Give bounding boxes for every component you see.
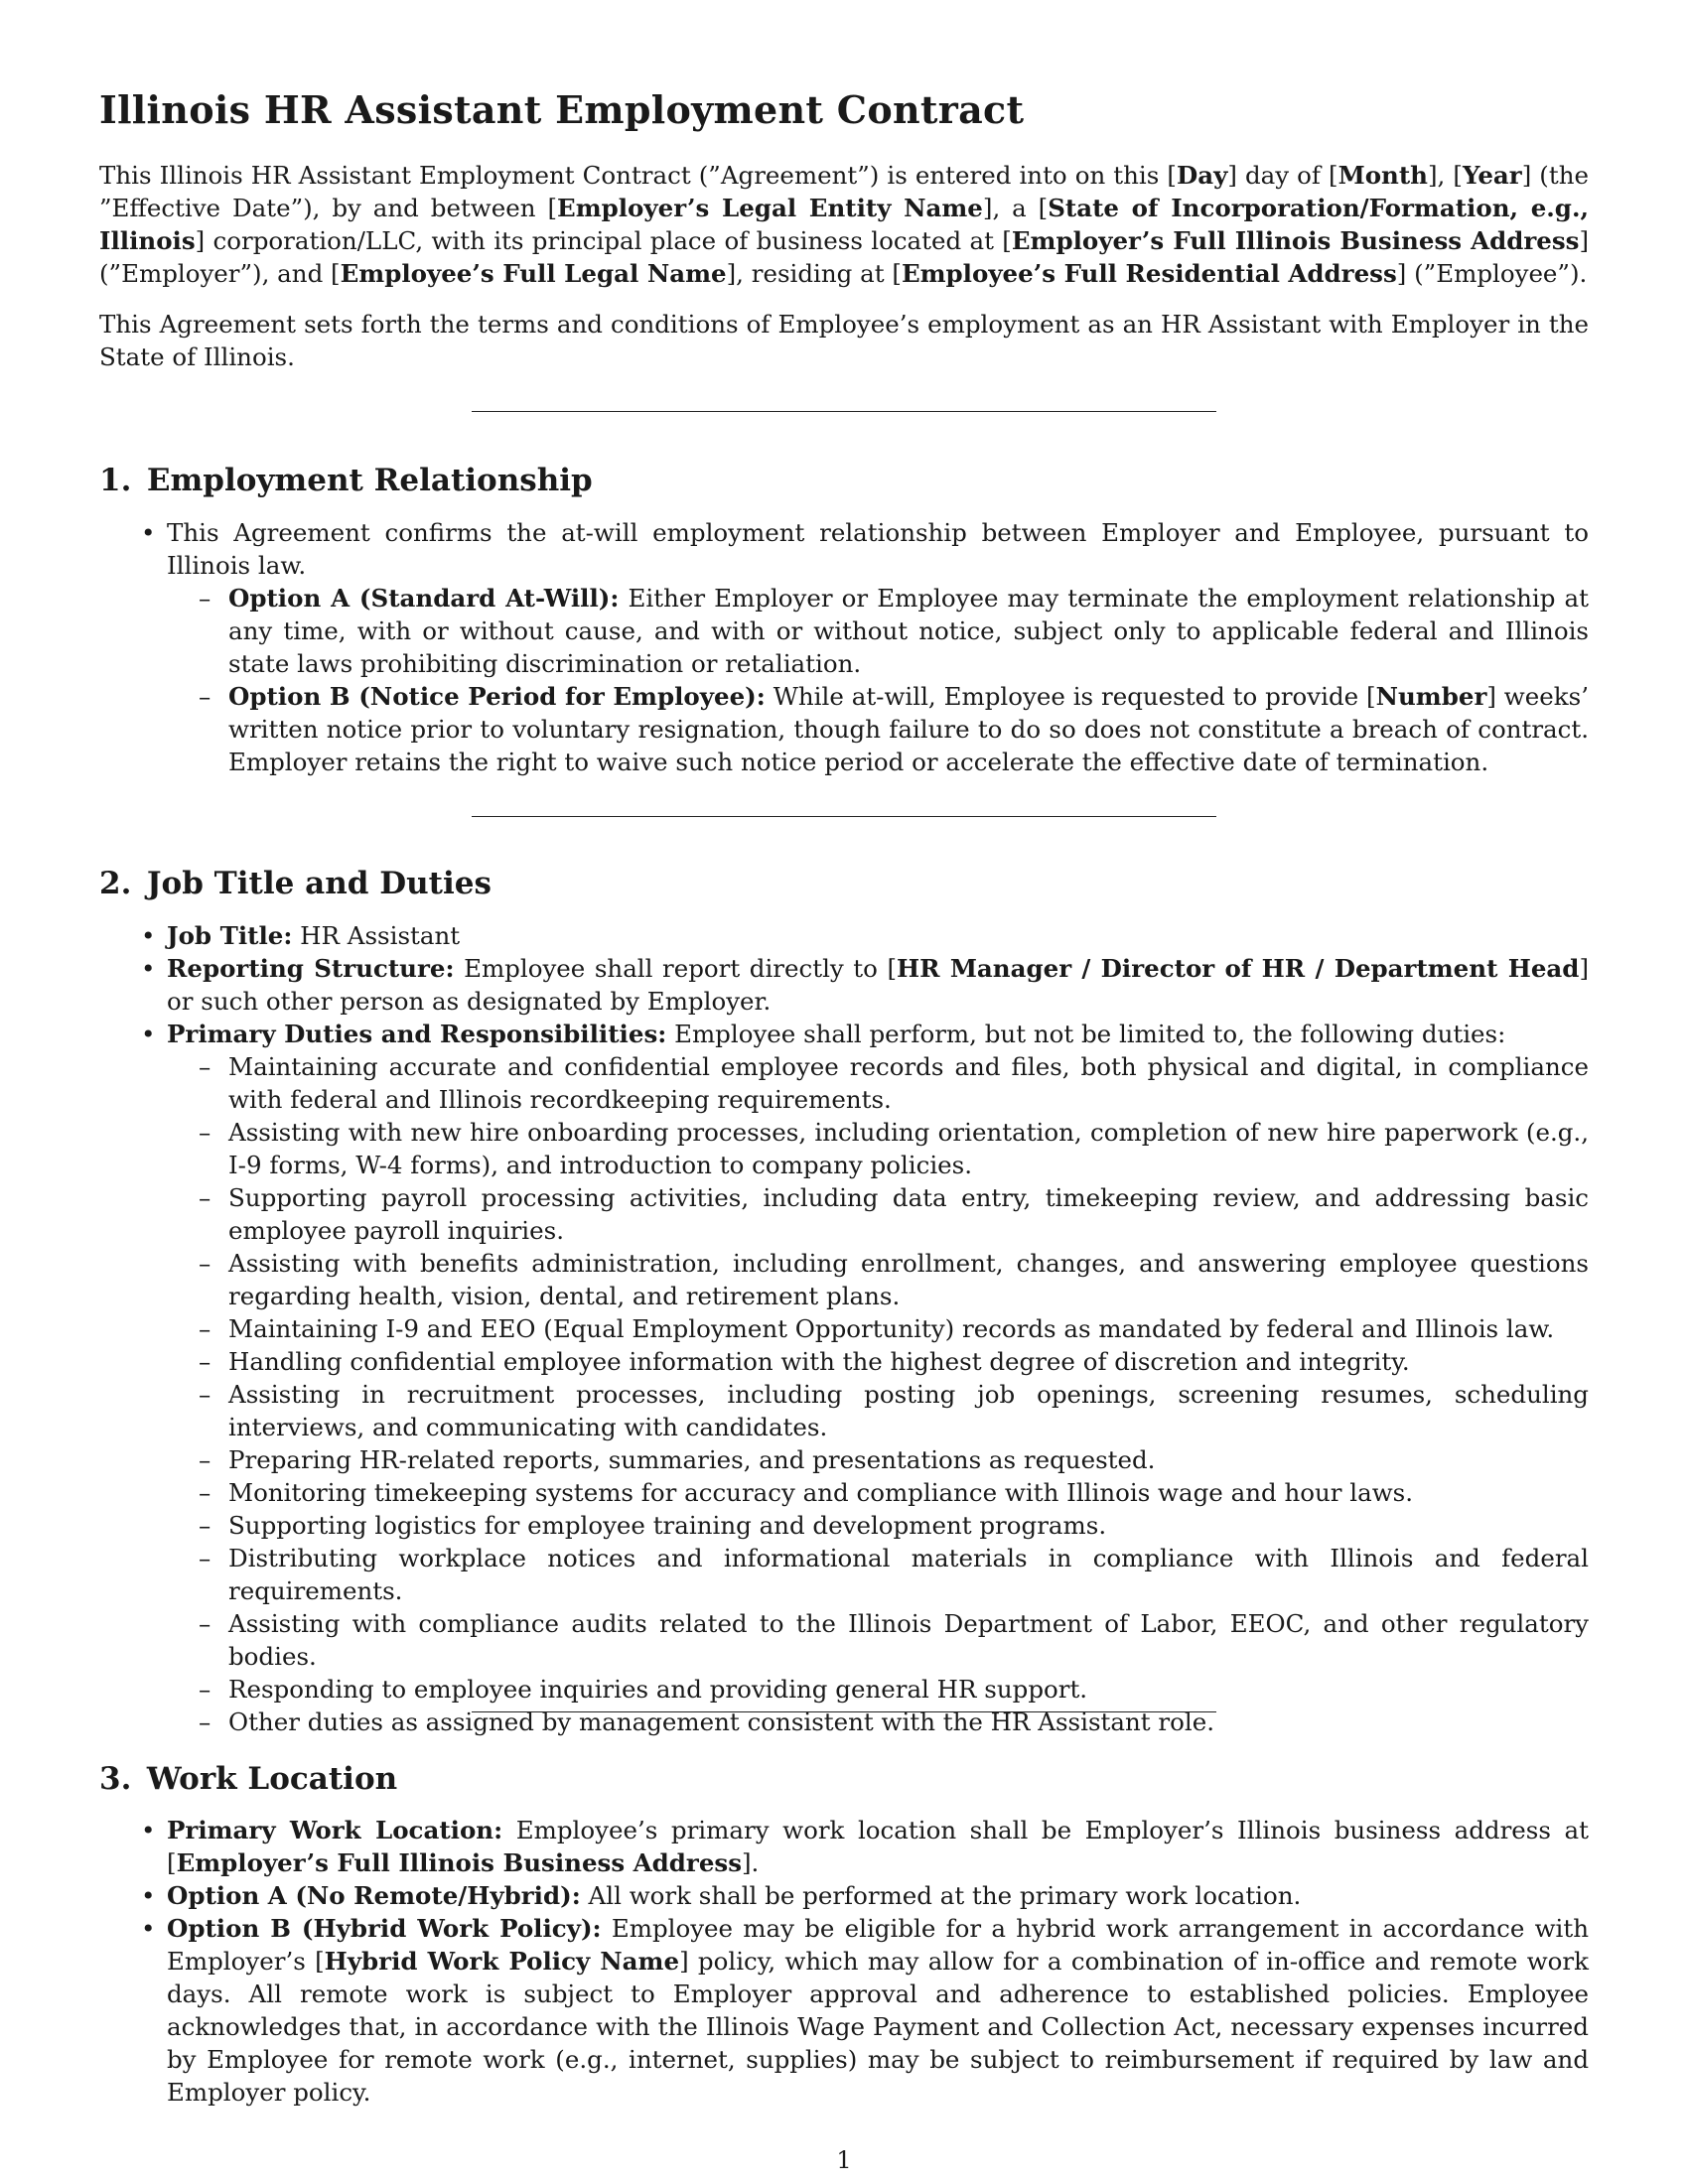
- list-item: • Reporting Structure: Employee shall report directly to [HR Manager / Director of HR / Department Head] or such other person as designated by Employer.: [167, 952, 1589, 1018]
- section-heading-job-title-and-duties: 2. Job Title and Duties: [99, 866, 492, 901]
- duty-item: – Maintaining accurate and confidential employee records and files, both physical and digital, in compliance with federal and Illinois recordkeeping requirements.: [228, 1050, 1589, 1116]
- duty-item: – Responding to employee inquiries and providing general HR support.: [228, 1673, 1589, 1706]
- list-item: • Option A (No Remote/Hybrid): All work shall be performed at the primary work location.: [167, 1879, 1589, 1912]
- list-item: • Option B (Hybrid Work Policy): Employee may be eligible for a hybrid work arrangement in accordance with Employer’s [Hybrid Work Policy Name] policy, which may allow for a combination of in-office and remote work days. All remote work is subject to Employer approval and adherence to established policies. Employee acknowledges that, in accordance with the Illinois Wage Payment and Collection Act, necessary expenses incurred by Employee for remote work (e.g., internet, supplies) may be subject to reimbursement if required by law and Employer policy.: [167, 1912, 1589, 2109]
- list-item: • Primary Duties and Responsibilities: Employee shall perform, but not be limited to, the following duties: – Maintaining accurate and confidential employee records and files, both physical and digital, in compliance with federal and Illinois recordkeeping requirements. – Assisting with new hire onboarding processes, including orientation, completion of new hire paperwork (e.g., I-9 forms, W-4 forms), and introduction to company policies. – Supporting payroll processing activities, including data entry, timekeeping review, and addressing basic employee payroll inquiries. – Assisting with benefits administration, including enrollment, changes, and answering employee questions regarding health, vision, dental, and retirement plans. – Maintaining I-9 and EEO (Equal Employment Opportunity) records as mandated by federal and Illinois law. – Handling confidential employee information with the highest degree of discretion and integrity. – Assisting in recruitment processes, including posting job openings, screening resumes, scheduling interviews, and communicating with candidates. – Preparing HR-related reports, summaries, and presentations as requested. – Monitoring timekeeping systems for accuracy and compliance with Illinois wage and hour laws. – Supporting logistics for employee training and development programs. – Distributing workplace notices and informational materials in compliance with Illinois and federal requirements. – Assisting with compliance audits related to the Illinois Department of Labor, EEOC, and other regulatory bodies. – Responding to employee inquiries and providing general HR support. – Other duties as assigned by management consistent with the HR Assistant role.: [167, 1018, 1589, 1738]
- duty-item: – Other duties as assigned by management consistent with the HR Assistant role.: [228, 1706, 1589, 1738]
- list-item: • Job Title: HR Assistant: [167, 919, 1589, 952]
- duty-item: – Preparing HR-related reports, summaries, and presentations as requested.: [228, 1443, 1589, 1476]
- intro-paragraph-1: This Illinois HR Assistant Employment Contract (”Agreement”) is entered into on this [Day] day of [Month], [Year] (the ”Effective Date”), by and between [Employer’s Legal Entity Name], a [State of Incorporation/Formation, e.g., Illinois] corporation/LLC, with its principal place of business located at [Employer’s Full Illinois Business Address] (”Employer”), and [Employee’s Full Legal Name], residing at [Employee’s Full Residential Address] (”Employee”).: [99, 161, 1590, 288]
- section-job-title-and-duties: [99, 919, 1589, 1738]
- duty-item: – Monitoring timekeeping systems for accuracy and compliance with Illinois wage and hour laws.: [228, 1476, 1589, 1509]
- list-item: – Option B (Notice Period for Employee): While at-will, Employee is requested to provide [Number] weeks’ written notice prior to voluntary resignation, though failure to do so does not constitute a breach of contract. Employer retains the right to waive such notice period or accelerate the effective date of termination.: [228, 680, 1589, 778]
- list-item: • This Agreement confirms the at-will employment relationship between Employer and Employee, pursuant to Illinois law. – Option A (Standard At-Will): Either Employer or Employee may terminate the employment relationship at any time, with or without cause, and with or without notice, subject only to applicable federal and Illinois state laws prohibiting discrimination or retaliation. – Option B (Notice Period for Employee): While at-will, Employee is requested to provide [Number] weeks’ written notice prior to voluntary resignation, though failure to do so does not constitute a breach of contract. Employer retains the right to waive such notice period or accelerate the effective date of termination.: [167, 516, 1589, 778]
- duty-item: – Supporting logistics for employee training and development programs.: [228, 1509, 1589, 1542]
- section-divider: [472, 411, 1216, 412]
- section-employment-relationship: [99, 516, 1589, 778]
- duty-item: – Maintaining I-9 and EEO (Equal Employment Opportunity) records as mandated by federal and Illinois law.: [228, 1312, 1589, 1345]
- intro-paragraph-2: This Agreement sets forth the terms and conditions of Employee’s employment as an HR Assistant with Employer in the State of Illinois.: [99, 310, 1589, 371]
- section-divider: [472, 816, 1216, 817]
- duty-item: – Assisting with benefits administration, including enrollment, changes, and answering employee questions regarding health, vision, dental, and retirement plans.: [228, 1247, 1589, 1312]
- section-heading-employment-relationship: 1. Employment Relationship: [99, 463, 593, 498]
- duty-item: – Assisting in recruitment processes, including posting job openings, screening resumes, scheduling interviews, and communicating with candidates.: [228, 1378, 1589, 1443]
- list-item: – Option A (Standard At-Will): Either Employer or Employee may terminate the employment relationship at any time, with or without cause, and with or without notice, subject only to applicable federal and Illinois state laws prohibiting discrimination or retaliation.: [228, 582, 1589, 680]
- duties-list: [167, 1050, 1589, 1738]
- duty-item: – Handling confidential employee information with the highest degree of discretion and integrity.: [228, 1345, 1589, 1378]
- duty-item: – Supporting payroll processing activities, including data entry, timekeeping review, and addressing basic employee payroll inquiries.: [228, 1181, 1589, 1247]
- duty-item: – Assisting with compliance audits related to the Illinois Department of Labor, EEOC, and other regulatory bodies.: [228, 1607, 1589, 1673]
- document-title: Illinois HR Assistant Employment Contract: [99, 87, 1025, 132]
- section-work-location: [99, 1814, 1589, 2109]
- duty-item: – Assisting with new hire onboarding processes, including orientation, completion of new hire paperwork (e.g., I-9 forms, W-4 forms), and introduction to company policies.: [228, 1116, 1589, 1181]
- intro: [99, 159, 1589, 391]
- document-page: [99, 0, 1589, 2184]
- duty-item: – Distributing workplace notices and informational materials in compliance with Illinois and federal requirements.: [228, 1542, 1589, 1607]
- page-number: 1: [836, 2146, 852, 2174]
- list-item: • Primary Work Location: Employee’s primary work location shall be Employer’s Illinois business address at [Employer’s Full Illinois Business Address].: [167, 1814, 1589, 1879]
- section-heading-work-location: 3. Work Location: [99, 1761, 398, 1797]
- section-divider: [472, 1711, 1216, 1712]
